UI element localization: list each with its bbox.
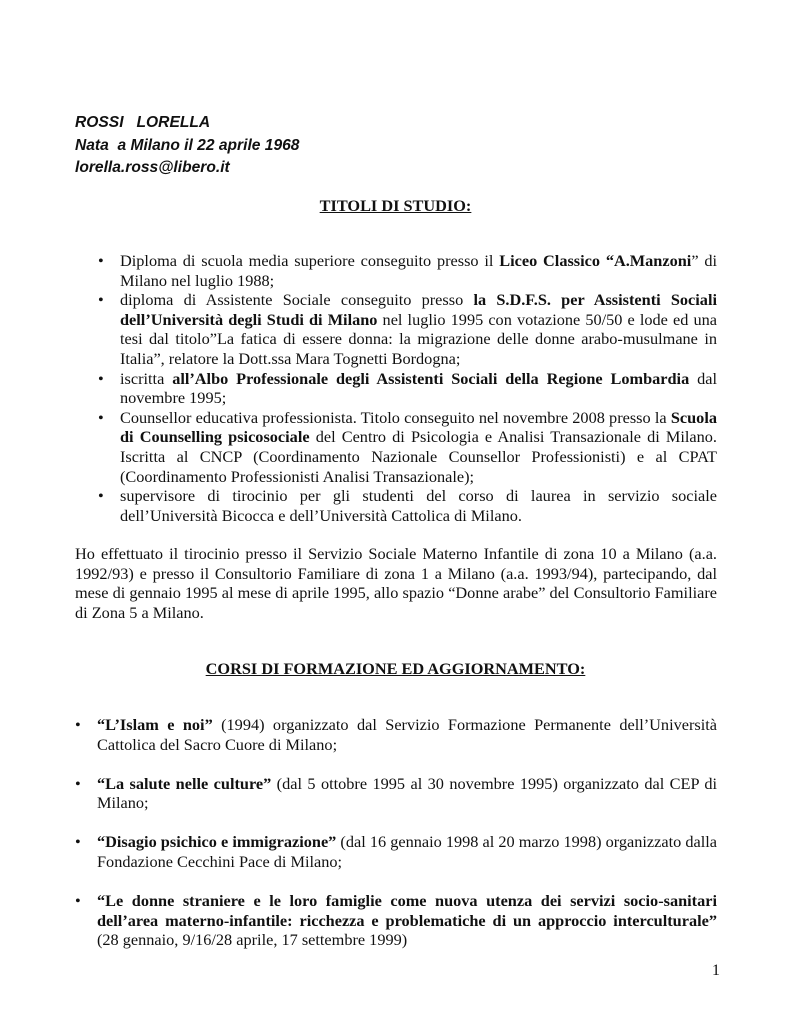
page-number: 1	[711, 960, 720, 979]
item-text: (dal 5 ottobre 1995 al 30 novembre 1995) organizzato dal CEP di Milano;	[97, 773, 717, 813]
item-text: iscritta	[120, 368, 173, 388]
course-item	[75, 715, 717, 754]
study-item	[97, 486, 717, 525]
study-item	[97, 408, 717, 486]
studies-heading: TITOLI DI STUDIO:	[319, 196, 472, 215]
course-item	[75, 832, 717, 871]
study-item	[97, 251, 717, 290]
studies-list	[97, 251, 717, 525]
item-text: Diploma di scuola media superiore conseguito presso il	[120, 251, 500, 270]
item-text: Counsellor educativa professionista. Titolo conseguito nel novembre 2008 presso la	[120, 407, 671, 427]
item-text: supervisore di tirocinio per gli studenti del corso di laurea in servizio sociale dell’Università Bicocca e dell’Università Cattolica di Milano.	[120, 486, 717, 525]
item-text: del Centro di Psicologia e Analisi Transazionale di Milano. Iscritta al CNCP (Coordinamento Nazionale Counsellor Professionisti) e al CPAT (Coordinamento Professionisti Analisi Transazionale);	[120, 427, 717, 486]
bold-text: la S.D.F.S. per Assistenti Sociali dell’Università degli Studi di Milano	[120, 290, 717, 329]
item-text: ” di Milano nel luglio 1988;	[120, 251, 718, 290]
candidate-name: ROSSI LORELLA	[75, 114, 211, 131]
item-text: (dal 16 gennaio 1998 al 20 marzo 1998) organizzato dalla Fondazione Cecchini Pace di Milano;	[97, 832, 717, 871]
item-text: nel luglio 1995 con votazione 50/50 e lode ed una tesi dal titolo”La fatica di essere donna: la migrazione delle donne arabo-musulmane in Italia”, relatore la Dott.ssa Mara Tognetti Bordogna;	[120, 309, 717, 368]
cv-header	[75, 112, 299, 180]
bold-text: Scuola di Counselling psicosociale	[120, 407, 717, 447]
internship-paragraph: Ho effettuato il tirocinio presso il Servizio Sociale Materno Infantile di zona 10 a Milano (a.a. 1992/93) e presso il Consultorio Familiare di zona 1 a Milano (a.a. 1993/94), partecipando, dal mese di gennaio 1995 al mese di aprile 1995, allo spazio “Donne arabe” del Consultorio Familiare di Zona 5 a Milano.	[75, 544, 717, 622]
item-text: (28 gennaio, 9/16/28 aprile, 17 settembre 1999)	[97, 930, 408, 950]
bold-text: “Le donne straniere e le loro famiglie come nuova utenza dei servizi socio-sanitari dell’area materno-infantile: ricchezza e problematiche di un approccio interculturale”	[97, 891, 717, 930]
bold-text: all’Albo Professionale degli Assistenti Sociali della Regione Lombardia	[172, 368, 690, 388]
item-text: dal novembre 1995;	[120, 368, 717, 408]
bold-text: “Disagio psichico e immigrazione”	[97, 832, 337, 852]
bold-text: “La salute nelle culture”	[97, 773, 272, 793]
email-address[interactable]: lorella.ross@libero.it	[75, 159, 230, 176]
item-text: diploma di Assistente Sociale conseguito presso	[120, 290, 474, 310]
study-item	[97, 290, 717, 368]
bold-text: Liceo Classico “A.Manzoni	[499, 251, 692, 270]
study-item	[97, 369, 717, 408]
courses-heading: CORSI DI FORMAZIONE ED AGGIORNAMENTO:	[205, 659, 586, 678]
birth-info: Nata a Milano il 22 aprile 1968	[75, 136, 300, 154]
courses-list	[75, 715, 717, 950]
course-item	[75, 774, 717, 813]
item-text: (1994) organizzato dal Servizio Formazione Permanente dell’Università Cattolica del Sacro Cuore di Milano;	[97, 715, 717, 754]
course-item	[75, 891, 717, 950]
bold-text: “L’Islam e noi”	[97, 715, 213, 734]
